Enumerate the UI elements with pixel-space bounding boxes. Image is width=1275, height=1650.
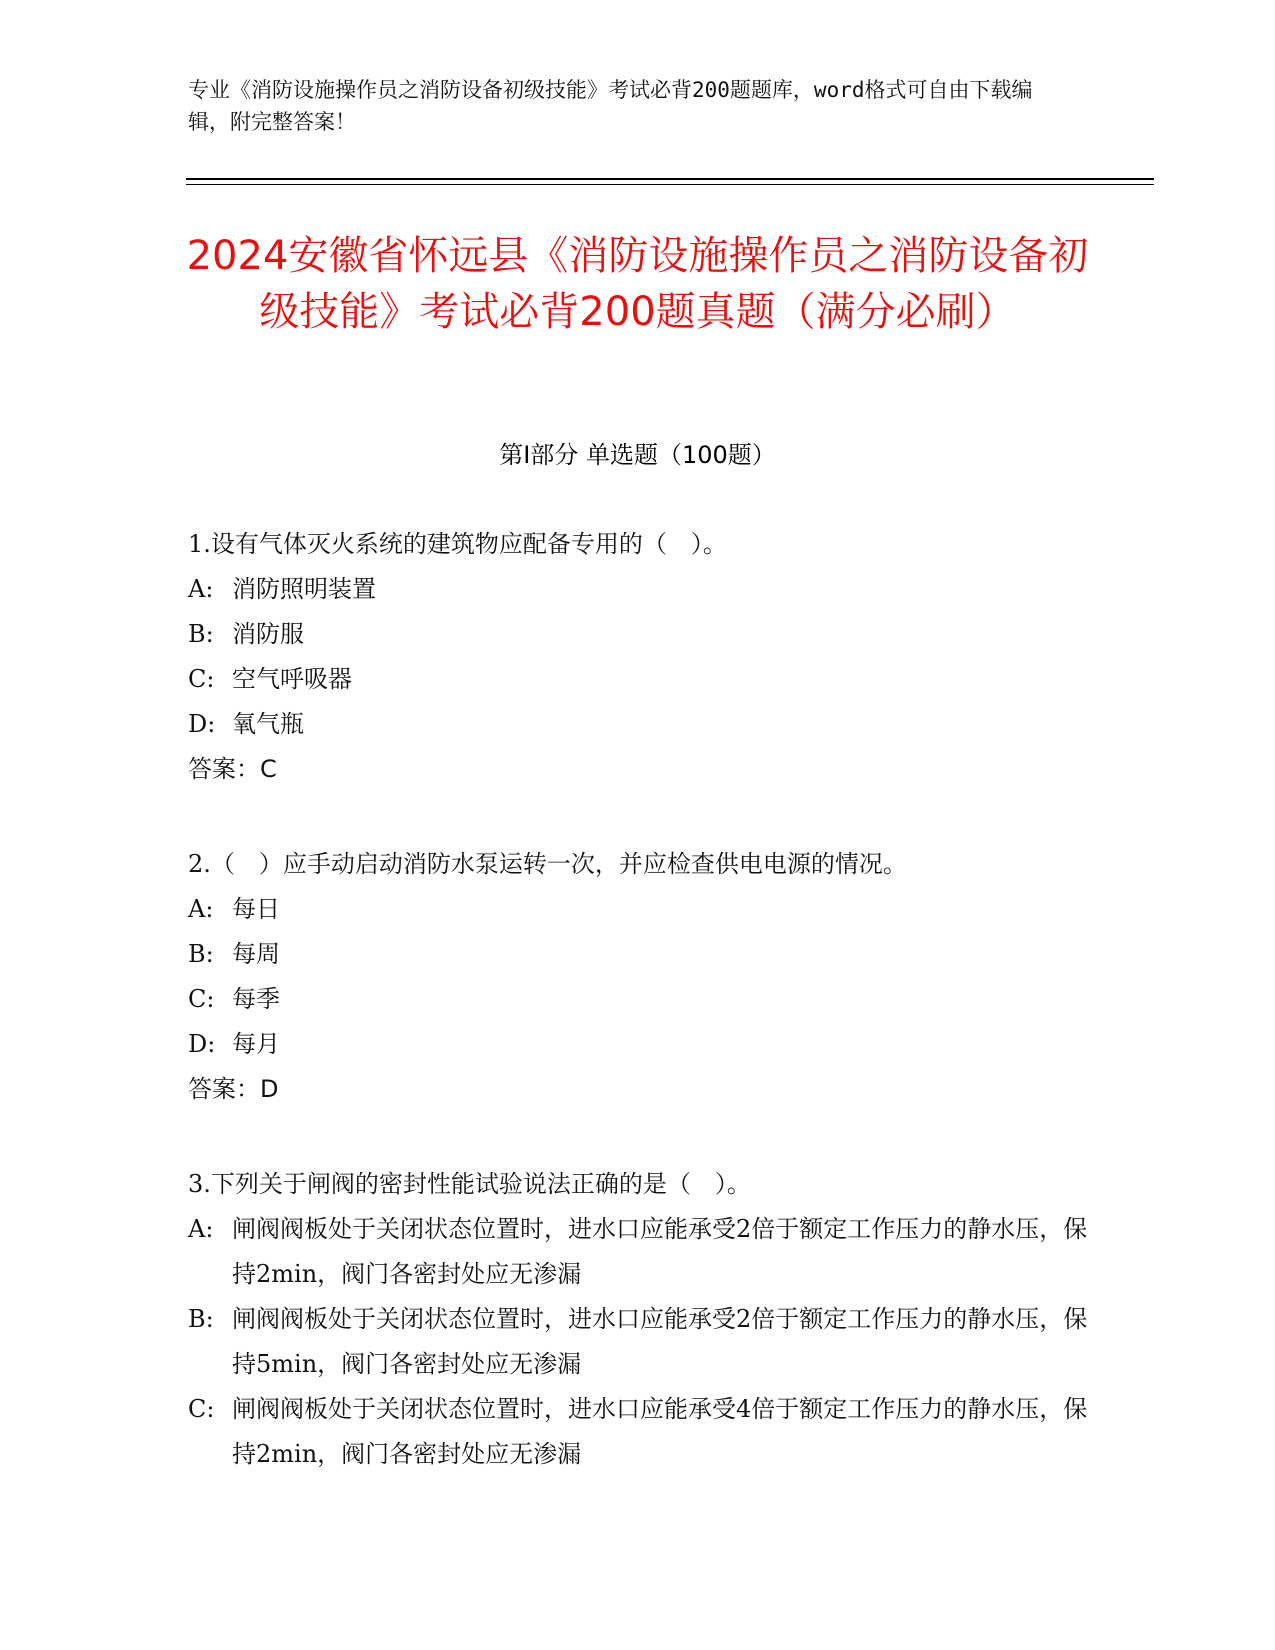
option-text: 空气呼吸器 — [232, 665, 352, 693]
header-note: 专业《消防设施操作员之消防设备初级技能》考试必背200题题库，word格式可自由下载编辑，附完整答案！ — [188, 78, 1033, 134]
answer-line: 答案：C — [188, 755, 277, 783]
question-stem: 3.下列关于闸阀的密封性能试验说法正确的是（ ）。 — [188, 1170, 751, 1198]
option-c — [188, 977, 1088, 1022]
option-letter: D: — [188, 710, 216, 738]
option-text: 闸阀阀板处于关闭状态位置时，进水口应能承受2倍于额定工作压力的静水压，保持2min，阀门各密封处应无渗漏 — [232, 1215, 1088, 1288]
document-title: 2024安徽省怀远县《消防设施操作员之消防设备初级技能》考试必背200题真题（满分必刷） — [186, 233, 1089, 335]
option-text: 每季 — [232, 985, 280, 1013]
option-letter: A: — [188, 895, 214, 923]
option-c — [188, 657, 1088, 702]
answer-line: 答案：D — [188, 1075, 279, 1103]
question-block — [188, 522, 1088, 792]
option-d — [188, 1022, 1088, 1067]
option-b — [188, 1297, 1088, 1387]
question-block — [188, 1162, 1088, 1477]
option-letter: B: — [188, 1305, 214, 1333]
question-block — [188, 842, 1088, 1112]
option-text: 消防照明装置 — [232, 575, 376, 603]
option-letter: A: — [188, 1215, 214, 1243]
option-letter: A: — [188, 575, 214, 603]
section-heading: 第Ⅰ部分 单选题（100题） — [499, 441, 776, 469]
option-a — [188, 887, 1088, 932]
option-a — [188, 1207, 1088, 1297]
option-text: 每日 — [232, 895, 280, 923]
option-letter: C: — [188, 1395, 215, 1423]
option-text: 消防服 — [232, 620, 304, 648]
option-letter: B: — [188, 940, 214, 968]
header-divider-thick — [186, 178, 1154, 180]
option-letter: B: — [188, 620, 214, 648]
option-text: 闸阀阀板处于关闭状态位置时，进水口应能承受4倍于额定工作压力的静水压，保持2min，阀门各密封处应无渗漏 — [232, 1395, 1088, 1468]
option-c — [188, 1387, 1088, 1477]
option-letter: D: — [188, 1030, 216, 1058]
option-letter: C: — [188, 985, 215, 1013]
header-divider-thin — [186, 184, 1154, 185]
option-text: 每周 — [232, 940, 280, 968]
option-b — [188, 612, 1088, 657]
question-stem: 2.（ ）应手动启动消防水泵运转一次，并应检查供电电源的情况。 — [188, 850, 907, 878]
option-a — [188, 567, 1088, 612]
question-stem: 1.设有气体灭火系统的建筑物应配备专用的（ ）。 — [188, 530, 727, 558]
option-d — [188, 702, 1088, 747]
option-letter: C: — [188, 665, 215, 693]
option-text: 每月 — [232, 1030, 280, 1058]
option-b — [188, 932, 1088, 977]
option-text: 氧气瓶 — [232, 710, 304, 738]
option-text: 闸阀阀板处于关闭状态位置时，进水口应能承受2倍于额定工作压力的静水压，保持5min，阀门各密封处应无渗漏 — [232, 1305, 1088, 1378]
